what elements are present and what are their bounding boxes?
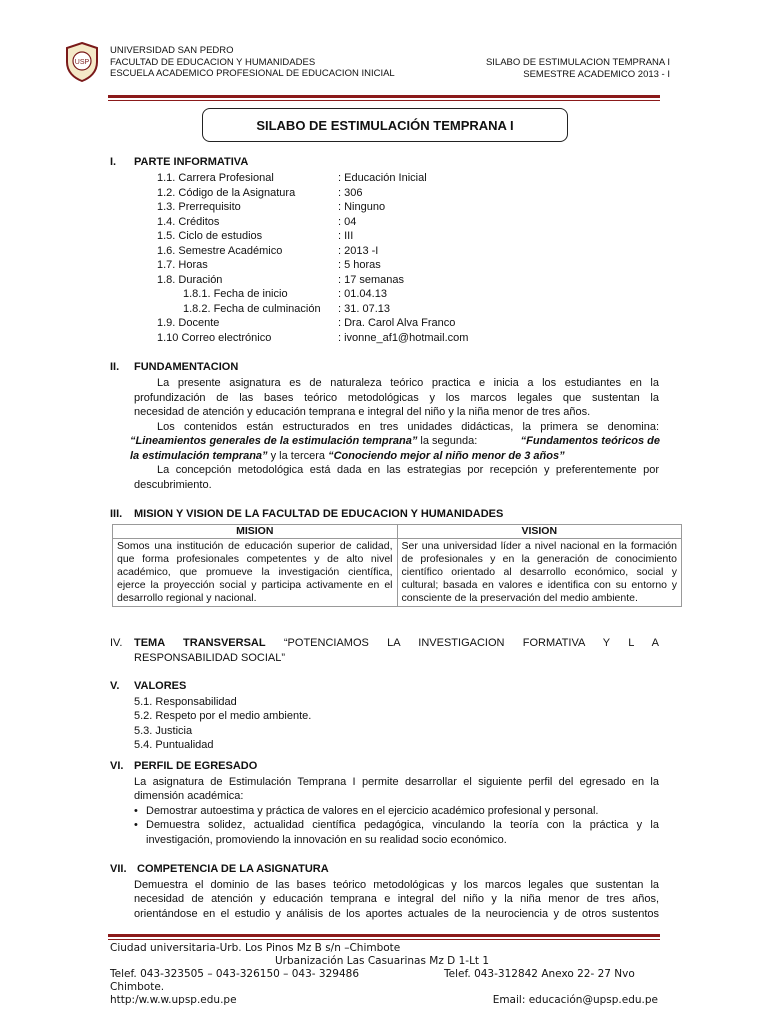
info-label: 1.10 Correo electrónico: [157, 331, 272, 344]
bullet-icon: •: [134, 819, 138, 831]
school-name: ESCUELA ACADEMICO PROFESIONAL DE EDUCACION INICIAL: [110, 68, 395, 79]
info-label: 1.6. Semestre Académico: [157, 244, 283, 257]
section-2-title: FUNDAMENTACION: [134, 361, 239, 373]
paragraph-line: Demuestra el dominio de las bases teórico metodológicas y los marcos legales que sustentan la: [134, 878, 659, 891]
footer-rule: [108, 934, 660, 937]
section-4-line: TEMA TRANSVERSAL “POTENCIAMOS LA INVESTIGACION FORMATIVA Y L A: [134, 637, 659, 649]
section-2-number: II.: [110, 361, 120, 373]
footer-rule-thin: [108, 939, 660, 940]
section-5-number: V.: [110, 680, 120, 692]
footer-phone-2: Telef. 043-312842 Anexo 22- 27 Nvo: [444, 968, 635, 980]
info-value: : III: [338, 230, 354, 242]
section-7-number: VII.: [110, 863, 127, 875]
section-6-number: VI.: [110, 760, 124, 772]
bullet-text: investigación, promoviendo la innovación en su realidad socio económico.: [146, 833, 507, 846]
info-value: : 04: [338, 215, 357, 228]
info-value: : 5 horas: [338, 259, 381, 271]
bullet-icon: •: [134, 804, 138, 817]
valor-item: 5.2. Respeto por el medio ambiente.: [134, 710, 312, 722]
section-6-title: PERFIL DE EGRESADO: [134, 760, 258, 772]
info-value: : Educación Inicial: [338, 172, 427, 184]
paragraph-line: La presente asignatura es de naturaleza teórico practica e inicia a los estudiantes en la: [157, 377, 659, 389]
section-4-title: TEMA TRANSVERSAL: [134, 637, 266, 649]
paragraph-line: La concepción metodológica está dada en las estrategias por recepción y preferentemente por: [157, 464, 659, 476]
mision-header: MISION: [113, 525, 398, 539]
info-value: : ivonne_af1@hotmail.com: [338, 331, 469, 344]
info-label: 1.1. Carrera Profesional: [157, 172, 274, 184]
bullet-text: Demostrar autoestima y práctica de valores en el ejercicio académico profesional y personal.: [146, 804, 599, 817]
section-5-title: VALORES: [134, 680, 187, 692]
info-value: : 01.04.13: [338, 288, 387, 300]
info-value: : 17 semanas: [338, 273, 405, 286]
mission-vision-table: [112, 524, 682, 607]
bullet-text: Demuestra solidez, actualidad científica pedagógica, vinculando la teoría con la práctica y la: [146, 819, 659, 831]
section-3-number: III.: [110, 508, 123, 520]
info-label: 1.5. Ciclo de estudios: [157, 230, 263, 242]
section-1-number: I.: [110, 156, 117, 168]
info-value: : 31. 07.13: [338, 302, 390, 315]
header-semester: SEMESTRE ACADEMICO 2013 - I: [523, 68, 670, 80]
footer-phone-1: Telef. 043-323505 – 043-326150 – 043- 329486: [110, 968, 360, 980]
info-value: : Ninguno: [338, 201, 386, 213]
paragraph-line: dimensión académica:: [134, 790, 244, 802]
unit-1-name: “Lineamientos generales de la estimulación temprana”: [130, 435, 418, 447]
section-3-title: MISION Y VISION DE LA FACULTAD DE EDUCACION Y HUMANIDADES: [134, 508, 504, 520]
valor-item: 5.4. Puntualidad: [134, 739, 214, 751]
mision-text: Somos una institución de educación superior de calidad, que forma profesionales competentes y de alto nivel académico, que promueve la investigación científica, ejerce la proyección social y participa activamente en el desarrollo regional y nacional.: [113, 539, 398, 607]
footer-city: Chimbote.: [110, 981, 165, 993]
valor-item: 5.3. Justicia: [134, 724, 193, 737]
paragraph-line: “Lineamientos generales de la estimulación temprana” la segunda: “Fundamentos teóricos de: [130, 435, 660, 447]
info-value: : 306: [338, 186, 363, 199]
svg-text:USP: USP: [74, 59, 90, 66]
vision-text: Ser una universidad líder a nivel nacional en la formación de profesionales y en la generación de conocimiento científico orientado al desarrollo económico, social y cultural; basada en valores e identifica con su entorno y consciente de la preservación del medio ambiente.: [397, 539, 682, 607]
footer-email-link[interactable]: Email: educación@upsp.edu.pe: [492, 994, 658, 1006]
vision-header: VISION: [397, 525, 682, 539]
unit-2-name: “Fundamentos teóricos de: [520, 435, 660, 447]
university-name: UNIVERSIDAD SAN PEDRO: [110, 45, 234, 56]
footer-website-link[interactable]: http:/w.w.w.upsp.edu.pe: [110, 994, 237, 1006]
paragraph-line: Los contenidos están estructurados en tres unidades didácticas, la primera se denomina:: [157, 420, 659, 433]
info-value: : 2013 -I: [338, 244, 379, 257]
paragraph-line: necesidad de atención y educación temprana e integral del niño y la niña menor de tres años,: [134, 893, 659, 905]
paragraph-line: La asignatura de Estimulación Temprana I permite desarrollar el siguiente perfil del egresado en la: [134, 775, 659, 788]
unit-2-name-cont: la estimulación temprana”: [130, 449, 268, 462]
info-label: 1.7. Horas: [157, 259, 208, 271]
info-value: : Dra. Carol Alva Franco: [338, 317, 456, 329]
paragraph-line: la estimulación temprana” y la tercera “Conociendo mejor al niño menor de 3 años”: [130, 449, 565, 462]
paragraph-line: necesidad de atención y educación temprana e integral del niño y la niña menor de tres años.: [134, 406, 591, 418]
info-label: 1.4. Créditos: [157, 215, 220, 228]
unit-3-name: “Conociendo mejor al niño menor de 3 años”: [328, 449, 565, 462]
header-right: [486, 57, 670, 80]
info-label: 1.2. Código de la Asignatura: [157, 186, 296, 199]
info-label: 1.9. Docente: [157, 317, 220, 329]
faculty-name: FACULTAD DE EDUCACION Y HUMANIDADES: [110, 56, 316, 68]
section-4-line2: RESPONSABILIDAD SOCIAL”: [134, 651, 285, 664]
paragraph-line: profundización de las bases teórico metodológicas y los marcos legales que sustentan la: [134, 391, 659, 404]
section-4-number: IV.: [110, 637, 123, 649]
info-label: 1.8. Duración: [157, 273, 223, 286]
header-doc-title: SILABO DE ESTIMULACION TEMPRANA I: [485, 57, 670, 68]
info-label: 1.8.1. Fecha de inicio: [183, 288, 288, 300]
header-left: [110, 45, 395, 80]
footer-address-2: Urbanización Las Casuarinas Mz D 1-Lt 1: [275, 955, 490, 967]
section-1-title: PARTE INFORMATIVA: [134, 156, 249, 168]
info-label: 1.8.2. Fecha de culminación: [183, 302, 321, 315]
valor-item: 5.1. Responsabilidad: [134, 695, 237, 708]
header-rule: [108, 95, 660, 98]
info-label: 1.3. Prerrequisito: [157, 201, 241, 213]
section-7-title: COMPETENCIA DE LA ASIGNATURA: [137, 863, 329, 875]
document-title: SILABO DE ESTIMULACIÓN TEMPRANA I: [202, 108, 568, 142]
footer-address-1: Ciudad universitaria-Urb. Los Pinos Mz B s/n –Chimbote: [110, 942, 401, 954]
paragraph-line: orientándose en el estudio y análisis de los aportes actuales de la neurociencia y de otros sustentos: [134, 907, 659, 920]
paragraph-line: descubrimiento.: [134, 478, 212, 491]
header-rule-thin: [108, 100, 660, 101]
university-logo: [64, 42, 100, 82]
